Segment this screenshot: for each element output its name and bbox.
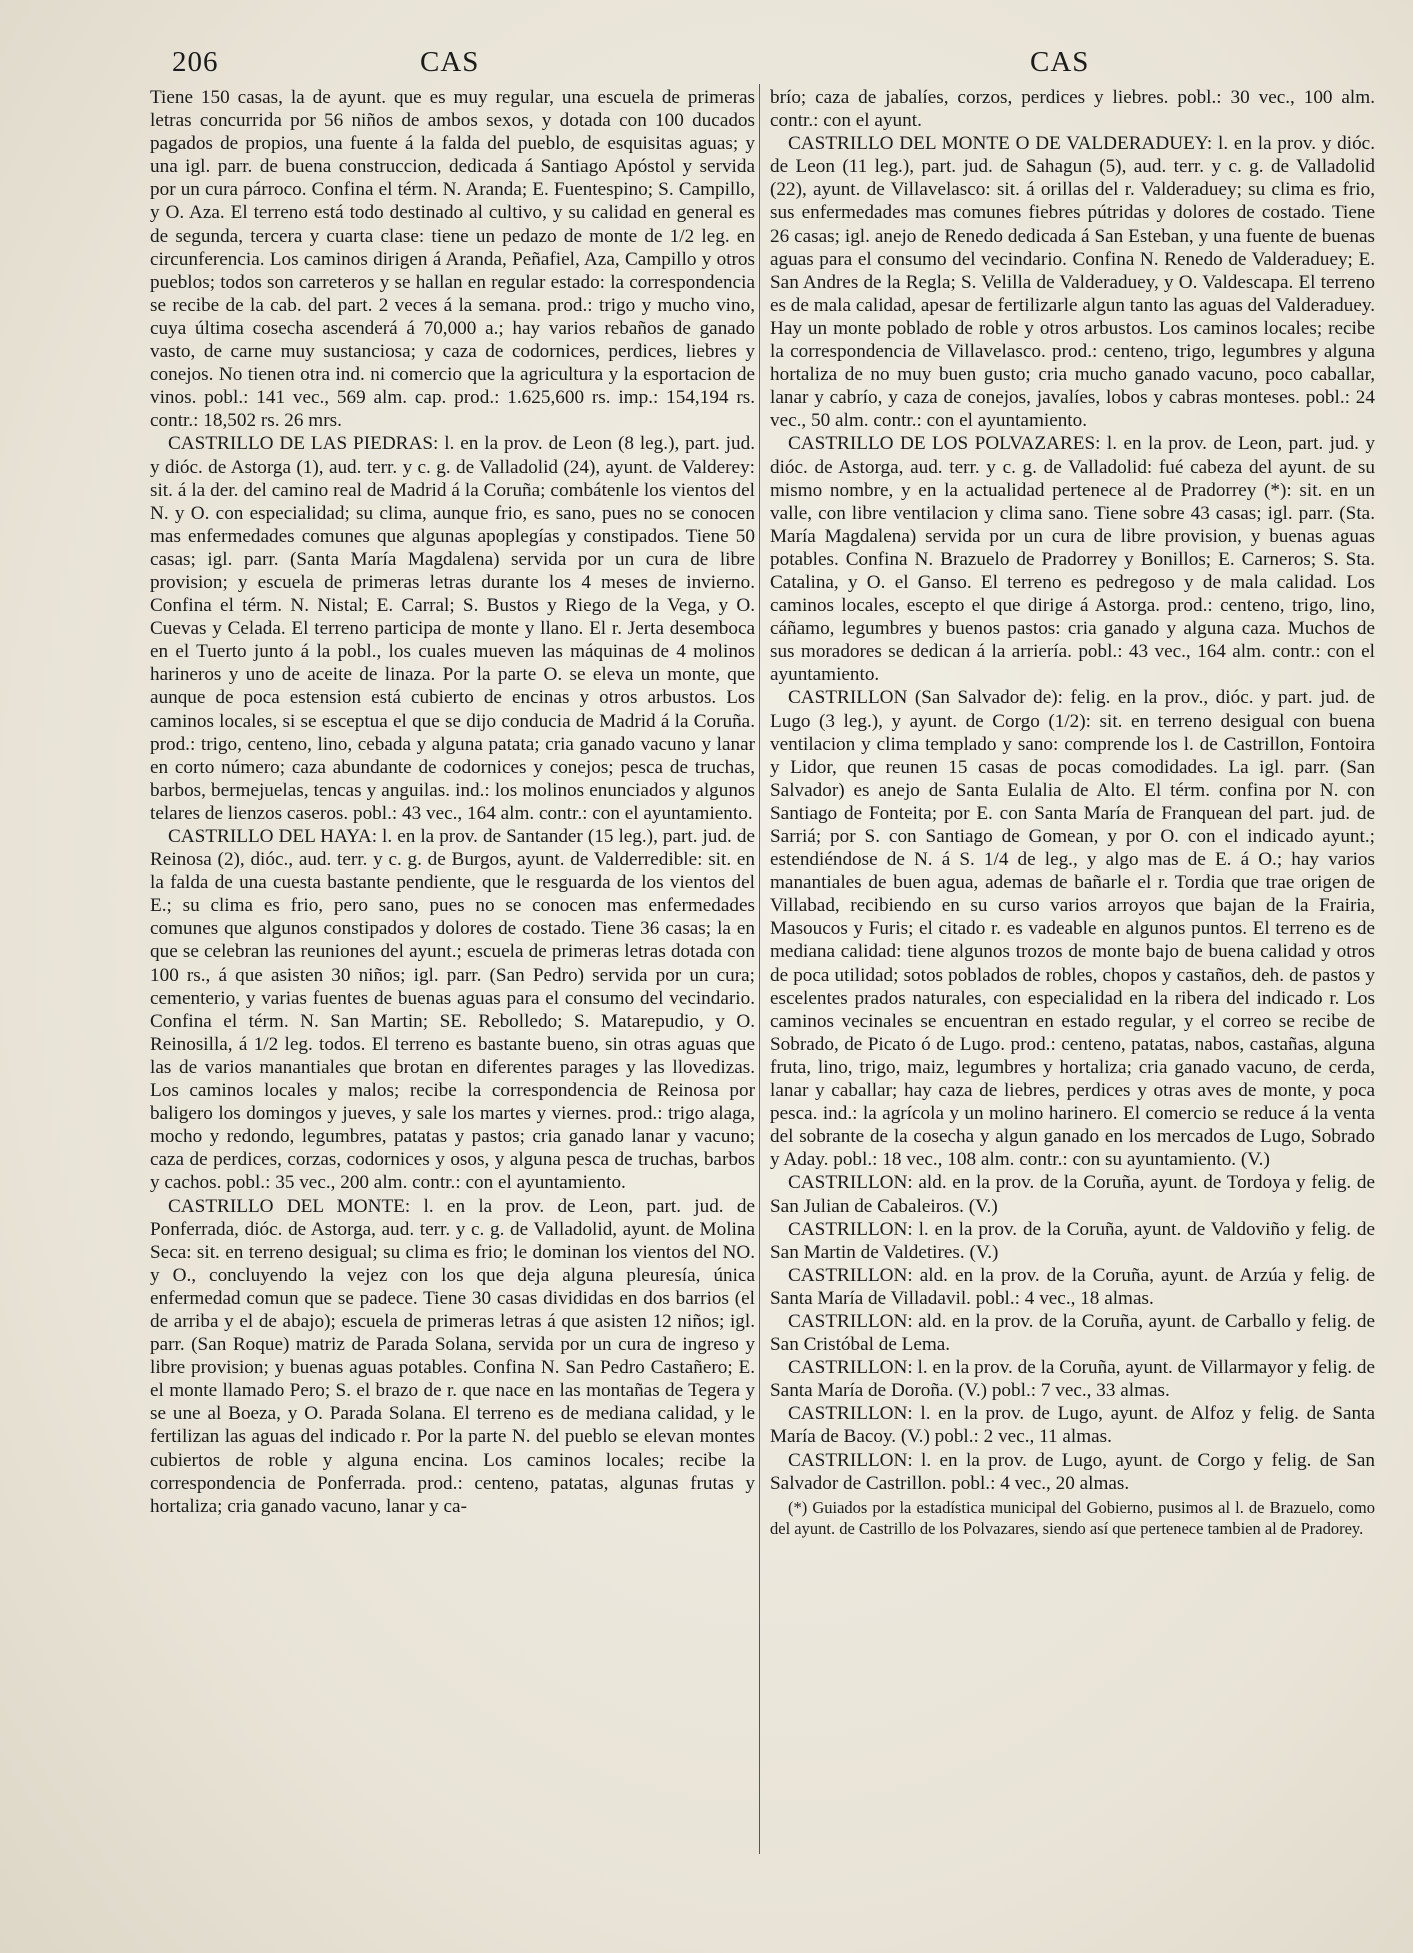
entry-continuation: brío; caza de jabalíes, corzos, perdices y liebres. pobl.: 30 vec., 100 alm. contr.: con el ayunt. xyxy=(770,87,1375,132)
entry-paragraph: Tiene 150 casas, la de ayunt. que es muy regular, una escuela de primeras letras concurrida por 56 niños de ambos sexos, y dotada con 100 ducados pagados de propios, una fuente á la falda del pueblo, de esquisitas aguas; y una igl. parr. de buena construccion, dedicada á Santiago Apóstol y servida por un cura párroco. Confina el térm. N. Aranda; E. Fuentespino; S. Campillo, y O. Aza. El terreno está todo destinado al cultivo, y su calidad en general es de segunda, tercera y cuarta clase: tiene un pedazo de monte de 1/2 leg. en circunferencia. Los caminos dirigen á Aranda, Peñafiel, Aza, Campillo y otros pueblos; todos son carreteros y se hallan en regular estado: la correspondencia se recibe de la cab. del part. 2 veces á la semana. prod.: trigo y mucho vino, cuya última cosecha ascenderá á 70,000 a.; hay varios rebaños de ganado vasto, de carne muy sustanciosa; y caza de codornices, perdices, liebres y conejos. No tienen otra ind. ni comercio que la agricultura y la esportacion de vinos. pobl.: 141 vec., 569 alm. cap. prod.: 1.625,600 rs. imp.: 154,194 rs. contr.: 18,502 rs. 26 mrs. xyxy=(150,87,755,432)
column-divider xyxy=(759,84,760,1854)
entry-castrillo-del-monte: CASTRILLO DEL MONTE: l. en la prov. de Leon, part. jud. de Ponferrada, dióc. de Astorga, aud. terr. y c. g. de Valladolid, ayunt. de Molina Seca: sit. en terreno desigual; su clima es frio; le dominan los vientos del NO. y O., concluyendo la vejez con los que deja alguna pleuresía, única enfermedad comun que se padece. Tiene 30 casas divididas en dos barrios (el de arriba y el de abajo); escuela de primeras letras á que asisten 12 niños; igl. parr. (San Roque) matriz de Parada Solana, servida por un cura de ingreso y libre provision; y buenas aguas potables. Confina N. San Pedro Castañero; E. el monte llamado Pero; S. el brazo de r. que nace en las montañas de Tegera y se une al Boeza, y O. Parada Solana. El terreno es de mediana calidad, y le fertilizan las aguas del indicado r. Por la parte N. del pueblo se elevan montes cubiertos de roble y alguna encina. Los caminos locales; recibe la correspondencia de Ponferrada. prod.: centeno, patatas, algunas frutas y hortaliza; cria ganado vacuno, lanar y ca- xyxy=(150,1195,755,1517)
entry-castrillon-corgo: CASTRILLON: l. en la prov. de Lugo, ayunt. de Corgo y felig. de San Salvador de Castrillon. pobl.: 4 vec., 20 almas. xyxy=(770,1449,1375,1494)
entry-castrillon-carballo: CASTRILLON: ald. en la prov. de la Coruña, ayunt. de Carballo y felig. de San Cristóbal de Lema. xyxy=(770,1310,1375,1356)
entry-castrillon-arzua: CASTRILLON: ald. en la prov. de la Coruña, ayunt. de Arzúa y felig. de Santa María de Villadavil. pobl.: 4 vec., 18 almas. xyxy=(770,1264,1375,1309)
page-number: 206 xyxy=(172,46,219,78)
entry-castrillo-del-monte-valderaduey: CASTRILLO DEL MONTE O DE VALDERADUEY: l. en la prov. y dióc. de Leon (11 leg.), part. jud. de Sahagun (5), aud. terr. y c. g. de Valladolid (22), ayunt. de Villavelasco: sit. á orillas del r. Valderaduey; su clima es frio, sus enfermedades mas comunes fiebres pútridas y dolores de costado. Tiene 26 casas; igl. anejo de Renedo dedicada á San Esteban, y una fuente de buenas aguas para el consumo del vecindario. Confina N. Renedo de Valderaduey; E. San Andres de la Regla; S. Velilla de Valderaduey, y O. Valdescapa. El terreno es de mala calidad, apesar de fertilizarle algun tanto las aguas del Valderaduey. Hay un monte poblado de roble y otros arbustos. Los caminos locales; recibe la correspondencia de Villavelasco. prod.: centeno, trigo, legumbres y alguna hortaliza de no muy buen gusto; cria mucho ganado vacuno, poco caballar, lanar y cabrío, y caza de conejos, javalíes, lobos y cabras monteses. pobl.: 24 vec., 50 alm. contr.: con el ayuntamiento. xyxy=(770,133,1375,432)
page-header xyxy=(150,46,1380,86)
left-column xyxy=(150,86,755,1518)
entry-castrillon-tordoya: CASTRILLON: ald. en la prov. de la Coruña, ayunt. de Tordoya y felig. de San Julian de Cabaleiros. (V.) xyxy=(770,1172,1375,1217)
entry-castrillon-alfoz: CASTRILLON: l. en la prov. de Lugo, ayunt. de Alfoz y felig. de Santa María de Bacoy. (V.) pobl.: 2 vec., 11 almas. xyxy=(770,1403,1375,1448)
right-column xyxy=(770,86,1375,1539)
left-running-heading: CAS xyxy=(420,46,480,78)
entry-castrillon-villarmayor: CASTRILLON: l. en la prov. de la Coruña, ayunt. de Villarmayor y felig. de Santa María de Doroña. (V.) pobl.: 7 vec., 33 almas. xyxy=(770,1357,1375,1402)
entry-castrillo-de-las-piedras: CASTRILLO DE LAS PIEDRAS: l. en la prov. de Leon (8 leg.), part. jud. y dióc. de Astorga (1), aud. terr. y c. g. de Valladolid (24), ayunt. de Valderey: sit. á la der. del camino real de Madrid á la Coruña; combátenle los vientos del N. y O. con especialidad; su clima, aunque frio, es sano, pues no se conocen mas enfermedades comunes que algunas apoplegías y constipados. Tiene 50 casas; igl. parr. (Santa María Magdalena) servida por un cura de libre provision; y escuela de primeras letras durante los 4 meses de invierno. Confina el térm. N. Nistal; E. Carral; S. Bustos y Riego de la Vega, y O. Cuevas y Celada. El terreno participa de monte y llano. El r. Jerta desemboca en el Tuerto junto á la pobl., los cuales mueven las máquinas de 4 molinos harineros y uno de aceite de linaza. Por la parte O. se eleva un monte, que aunque de poca estension está cubierto de encinas y otros arbustos. Los caminos locales, si se esceptua el que se dijo conducia de Madrid á la Coruña. prod.: trigo, centeno, lino, cebada y alguna patata; cria ganado vacuno y lanar en corto número; caza abundante de codornices y conejos; pesca de truchas, barbos, bermejuelas, tencas y anguilas. ind.: los molinos enunciados y algunos telares de lienzos caseros. pobl.: 43 vec., 164 alm. contr.: con el ayuntamiento. xyxy=(150,433,755,824)
right-running-heading: CAS xyxy=(1030,46,1090,78)
entry-castrillo-del-haya: CASTRILLO DEL HAYA: l. en la prov. de Santander (15 leg.), part. jud. de Reinosa (2), dióc., aud. terr. y c. g. de Burgos, ayunt. de Valderredible: sit. en la falda de una cuesta bastante pendiente, que le resguarda de los vientos del E.; su clima es frio, pero sano, pues no se conocen mas enfermedades comunes que algunos constipados y dolores de costado. Tiene 36 casas; la en que se celebran las reuniones del ayunt.; escuela de primeras letras dotada con 100 rs., á que asisten 30 niños; igl. parr. (San Pedro) servida por un cura; cementerio, y varias fuentes de buenas aguas para el consumo del vecindario. Confina el térm. N. San Martin; SE. Rebolledo; S. Matarepudio, y O. Reinosilla, á 1/2 leg. todos. El terreno es bastante bueno, sin otras aguas que las de varios manantiales que brotan en diferentes parages y las llovedizas. Los caminos locales y malos; recibe la correspondencia de Reinosa por baligero los domingos y jueves, y sale los martes y viernes. prod.: trigo alaga, mocho y redondo, legumbres, patatas y pastos; cria ganado lanar y vacuno; caza de perdices, corzas, codornices y osos, y alguna pesca de truchas, barbos y cachos. pobl.: 35 vec., 200 alm. contr.: con el ayuntamiento. xyxy=(150,826,755,1194)
footnote: (*) Guiados por la estadística municipal del Gobierno, pusimos al l. de Brazuelo, como del ayunt. de Castrillo de los Polvazares, siendo así que pertenece tambien al de Pradorey. xyxy=(770,1497,1375,1538)
entry-castrillon-valdovino: CASTRILLON: l. en la prov. de la Coruña, ayunt. de Valdoviño y felig. de San Martin de Valdetires. (V.) xyxy=(770,1218,1375,1263)
entry-castrillo-de-los-polvazares: CASTRILLO DE LOS POLVAZARES: l. en la prov. de Leon, part. jud. y dióc. de Astorga, aud. terr. y c. g. de Valladolid: fué cabeza del ayunt. de su mismo nombre, y en la actualidad pertenece al de Pradorrey (*): sit. en un valle, con libre ventilacion y clima sano. Tiene sobre 43 casas; igl. parr. (Sta. María Magdalena) servida por un cura de libre provision, y buenas aguas potables. Confina N. Brazuelo de Pradorrey y Bonillos; E. Carneros; S. Sta. Catalina, y O. el Ganso. El terreno es pedregoso y de mala calidad. Los caminos locales, escepto el que dirige á Astorga. prod.: centeno, trigo, lino, cáñamo, legumbres y buenos pastos: cria ganado y alguna caza. Muchos de sus moradores se dedican á la arriería. pobl.: 43 vec., 164 alm. contr.: con el ayuntamiento. xyxy=(770,433,1375,686)
entry-castrillon-san-salvador: CASTRILLON (San Salvador de): felig. en la prov., dióc. y part. jud. de Lugo (3 leg.), y ayunt. de Corgo (1/2): sit. en terreno desigual con buena ventilacion y clima templado y sano: comprende los l. de Castrillon, Fontoira y Lidor, que reunen 15 casas de pocas comodidades. La igl. parr. (San Salvador) es anejo de Santa Eulalia de Alto. El térm. confina por N. con Santiago de Fonteita; por E. con Santa María de Franquean del part. jud. de Sarriá; por S. con Santiago de Gomean, y por O. con el indicado ayunt.; estendiéndose de N. á S. 1/4 de leg., y algo mas de E. á O.; hay varios manantiales de buen agua, ademas de bañarle el r. Tordia que trae origen de Villabad, recibiendo en su curso varios arroyos que bajan de la Frairia, Masoucos y Furis; el citado r. es vadeable en algunos puntos. El terreno es de mediana calidad: tiene algunos trozos de monte bajo de buena calidad y otros de poca utilidad; sotos poblados de robles, chopos y castaños, deh. de pastos y escelentes prados naturales, con especialidad en la ribera del indicado r. Los caminos vecinales se encuentran en estado regular, y el correo se recibe de Sobrado, de Picato ó de Lugo. prod.: centeno, patatas, nabos, castañas, alguna fruta, lino, trigo, maiz, legumbres y hortaliza; cria ganado vacuno, de cerda, lanar y caballar; hay caza de liebres, perdices y otras aves de monte, y poca pesca. ind.: la agrícola y un molino harinero. El comercio se reduce á la venta del sobrante de la cosecha y algun ganado en los mercados de Lugo, Sobrado y Aday. pobl.: 18 vec., 108 alm. contr.: con su ayuntamiento. (V.) xyxy=(770,687,1375,1171)
